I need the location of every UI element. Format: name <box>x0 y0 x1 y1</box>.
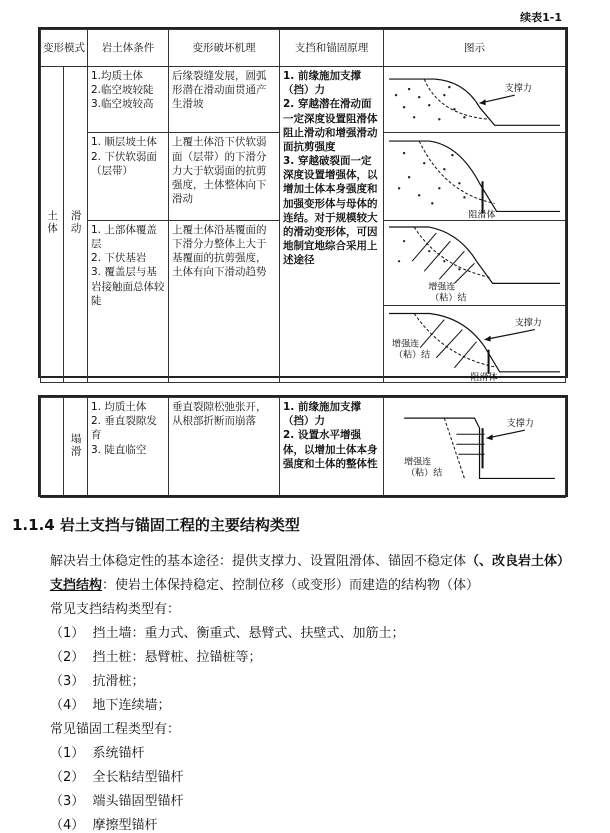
header-principle: 支挡和锚固原理 <box>280 30 384 67</box>
collapse-diagram <box>384 398 565 497</box>
condition-item: 3. 覆盖层与基岩接触面总体较陡 <box>91 266 165 307</box>
principle-item: 1. 前缘施加支撑（挡）力 <box>283 401 361 428</box>
list-num: （2） <box>50 650 85 665</box>
list-num: （4） <box>50 698 85 713</box>
slope-support-diagram <box>384 67 565 132</box>
mode-cell <box>64 398 88 498</box>
list-text: 全长粘结型锚杆 <box>92 770 184 785</box>
reinforce-diagrams <box>384 221 565 382</box>
anchor-intro: 常见锚固工程类型有： <box>50 722 181 737</box>
list-text: 地下连续墙； <box>92 698 171 713</box>
table-header-row <box>41 30 566 67</box>
list-num: （2） <box>50 770 85 785</box>
header-mechanism: 变形破坏机理 <box>169 30 280 67</box>
retaining-definition: ：使岩土体保持稳定、控制位移（或变形）而建造的结构物（体） <box>102 578 480 593</box>
group-label-cell <box>41 67 64 383</box>
retaining-term: 支挡结构 <box>50 578 103 593</box>
anti-slide-diagram <box>384 133 565 219</box>
principle-item: 3. 穿越破裂面一定深度设置增强体，以增加土体本身强度和加强变形体与母体的连结。对于规模较大的滑动变形体，可因地制宜地综合采用上述途径 <box>283 155 378 267</box>
slide-table <box>38 27 568 382</box>
table-row <box>41 398 566 498</box>
principle-item: 2. 穿越潜在滑动面一定深度设置阻滑体阻止滑动和增强滑动面抗剪强度 <box>283 98 378 153</box>
list-num: （3） <box>50 674 85 689</box>
reinforce-label: （粘）结 <box>430 293 467 304</box>
list-item <box>50 766 184 785</box>
mechanism-cell: 上覆土体沿基覆面的下滑分力整体上大于基覆面的抗剪强度，土体有向下滑动趋势 <box>169 220 280 382</box>
condition-item: 1. 均质土体 <box>91 401 147 413</box>
approaches-text: 解决岩土体稳定性的基本途径：提供支撑力、设置阻滑体、锚固不稳定体 <box>50 554 467 569</box>
reinforce-label: （粘）结 <box>406 468 443 479</box>
retain-intro: 常见支挡结构类型有： <box>50 602 181 617</box>
principle-cell <box>280 398 384 498</box>
mode-cell <box>64 67 88 383</box>
mechanism-cell: 垂直裂隙松弛张开，从根部折断而崩落 <box>169 398 280 498</box>
table-caption: 续表1-1 <box>520 11 562 24</box>
anti-slide-label: 阻滑体 <box>468 210 496 220</box>
group-label: 土体 <box>46 209 59 235</box>
condition-item: 1.均质土体 <box>91 70 144 82</box>
list-text: 挡土墙：重力式、衡重式、悬臂式、扶壁式、加筋土； <box>92 626 405 641</box>
condition-item: 1. 顺层坡土体 <box>91 136 157 149</box>
anti-slide-label: 阻滑体 <box>470 372 498 382</box>
list-num: （1） <box>50 746 85 761</box>
conditions-cell <box>88 220 169 382</box>
list-item <box>50 742 145 761</box>
conditions-cell <box>88 398 169 498</box>
paragraph-retaining-def <box>50 574 479 593</box>
list-item <box>50 670 145 689</box>
list-num: （3） <box>50 794 85 809</box>
list-text: 抗滑桩； <box>92 674 145 689</box>
list-num: （4） <box>50 818 85 833</box>
list-item <box>50 814 158 833</box>
list-item <box>50 622 405 641</box>
support-label: 支撑力 <box>514 318 542 329</box>
reinforce-label: 增强连 <box>404 457 432 468</box>
condition-item: 1. 上部体覆盖层 <box>91 223 157 250</box>
support-label: 支撑力 <box>504 84 532 95</box>
principle-cell <box>280 67 384 383</box>
condition-item: 2. 下伏基岩 <box>91 252 147 265</box>
figure-cell-4 <box>384 398 566 498</box>
conditions-cell <box>88 133 169 220</box>
condition-item: 2. 垂直裂隙发育 <box>91 415 157 442</box>
principle-item: 2. 设置水平增强体，以增加土体本身强度和土体的整体性 <box>283 429 378 470</box>
mechanism-cell: 后缘裂缝发展，圆弧形潜在滑动面贯通产生滑坡 <box>169 67 280 133</box>
table-row <box>41 67 566 133</box>
reinforce-label: （粘）结 <box>394 350 431 361</box>
header-figure: 图示 <box>384 30 566 67</box>
condition-item: 2.临空坡较陡 <box>91 84 154 97</box>
mechanism-cell: 上覆土体沿下伏软弱面（层带）的下滑分力大于软弱面的抗剪强度，土体整体向下滑动 <box>169 133 280 220</box>
conditions-cell <box>88 67 169 133</box>
header-conditions: 岩土体条件 <box>88 30 169 67</box>
list-text: 端头锚固型锚杆 <box>92 794 184 809</box>
condition-item: 3. 陡直临空 <box>91 443 147 456</box>
approaches-extra: （、改良岩土体） <box>466 554 571 569</box>
condition-item: 2. 下伏软弱面（层带） <box>91 150 157 177</box>
list-num: （1） <box>50 626 85 641</box>
list-item <box>50 646 262 665</box>
figure-cell-2 <box>384 133 566 220</box>
support-label: 支撑力 <box>506 419 534 430</box>
section-heading: 1.1.4 岩土支挡与锚固工程的主要结构类型 <box>12 516 300 534</box>
list-item <box>50 694 171 713</box>
principle-item: 1. 前缘施加支撑（挡）力 <box>283 70 361 97</box>
figure-cell-3 <box>384 220 566 382</box>
mode-label: 滑动 <box>69 209 82 235</box>
list-text: 系统锚杆 <box>92 746 145 761</box>
mode-label: 塌滑 <box>69 432 82 458</box>
figure-cell-1 <box>384 67 566 133</box>
list-text: 挡土桩：悬臂桩、拉锚桩等； <box>92 650 262 665</box>
condition-item: 3.临空坡较高 <box>91 98 154 111</box>
list-item <box>50 790 184 809</box>
reinforce-label: 增强连 <box>428 282 456 293</box>
list-text: 摩擦型锚杆 <box>92 818 158 833</box>
group-label-cell <box>41 398 64 498</box>
reinforce-label: 增强连 <box>392 339 420 350</box>
paragraph-approaches <box>50 550 570 569</box>
collapse-table <box>38 395 568 497</box>
header-mode: 变形模式 <box>41 30 88 67</box>
